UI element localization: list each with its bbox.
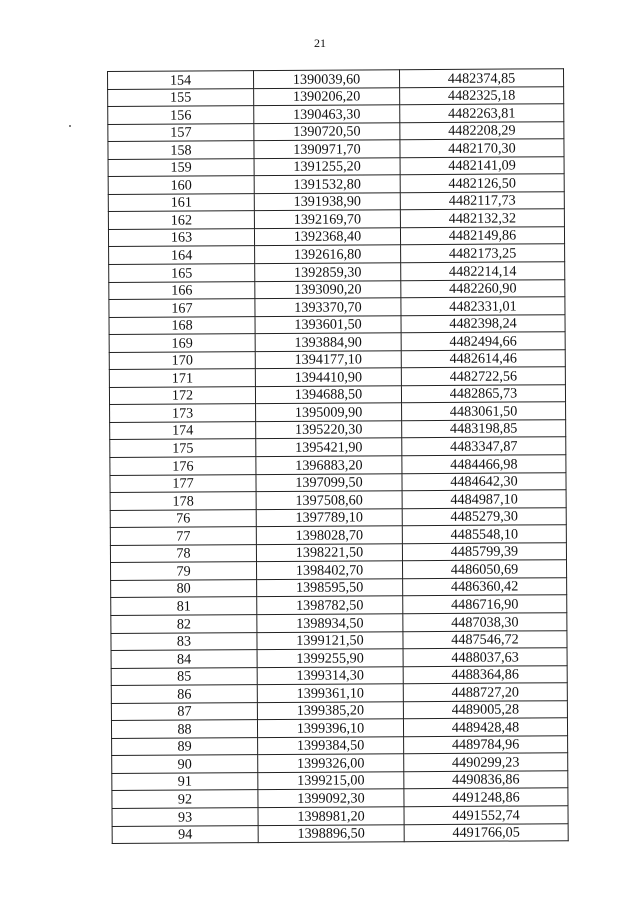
x-coordinate-cell: 1391532,80	[254, 175, 400, 193]
point-number-cell: 158	[108, 141, 254, 159]
table-row	[112, 753, 568, 773]
x-coordinate-cell: 1397099,50	[256, 473, 402, 491]
x-coordinate-cell: 1398028,70	[256, 526, 402, 544]
x-coordinate-cell: 1398896,50	[258, 824, 404, 842]
table-row	[109, 314, 565, 334]
y-coordinate-cell: 4482141,09	[400, 156, 564, 175]
x-coordinate-cell: 1393884,90	[255, 333, 401, 351]
point-number-cell: 167	[109, 299, 255, 317]
table-row	[111, 630, 567, 650]
y-coordinate-cell: 4486716,90	[403, 595, 567, 614]
y-coordinate-cell: 4489784,96	[404, 735, 568, 754]
y-coordinate-cell: 4482325,18	[400, 86, 564, 105]
coordinates-table-body	[108, 69, 569, 844]
table-row	[111, 683, 567, 703]
y-coordinate-cell: 4482865,73	[401, 385, 565, 404]
table-row	[110, 472, 566, 492]
point-number-cell: 169	[109, 334, 255, 352]
y-coordinate-cell: 4482117,73	[400, 192, 564, 211]
y-coordinate-cell: 4482170,30	[400, 139, 564, 158]
table-row	[110, 437, 566, 457]
table-row	[108, 174, 564, 194]
x-coordinate-cell: 1392169,70	[254, 210, 400, 228]
point-number-cell: 172	[109, 386, 255, 404]
table-row	[109, 349, 565, 369]
x-coordinate-cell: 1399326,00	[258, 754, 404, 772]
x-coordinate-cell: 1392616,80	[255, 245, 401, 263]
y-coordinate-cell: 4485799,39	[402, 542, 566, 561]
x-coordinate-cell: 1390206,20	[254, 87, 400, 105]
x-coordinate-cell: 1390971,70	[254, 140, 400, 158]
y-coordinate-cell: 4483198,85	[402, 420, 566, 439]
y-coordinate-cell: 4484466,98	[402, 455, 566, 474]
point-number-cell: 159	[108, 158, 254, 176]
point-number-cell: 88	[111, 720, 257, 738]
x-coordinate-cell: 1399215,00	[258, 772, 404, 790]
point-number-cell: 165	[109, 264, 255, 282]
table-row	[108, 139, 564, 159]
point-number-cell: 84	[111, 650, 257, 668]
x-coordinate-cell: 1399092,30	[258, 789, 404, 807]
y-coordinate-cell: 4484642,30	[402, 472, 566, 491]
y-coordinate-cell: 4491552,74	[404, 806, 568, 825]
point-number-cell: 166	[109, 281, 255, 299]
y-coordinate-cell: 4482149,86	[400, 227, 564, 246]
point-number-cell: 171	[109, 369, 255, 387]
y-coordinate-cell: 4489428,48	[403, 718, 567, 737]
table-row	[110, 455, 566, 475]
y-coordinate-cell: 4482722,56	[401, 367, 565, 386]
table-row	[109, 262, 565, 282]
x-coordinate-cell: 1398981,20	[258, 807, 404, 825]
y-coordinate-cell: 4486050,69	[402, 560, 566, 579]
x-coordinate-cell: 1393601,50	[255, 315, 401, 333]
x-coordinate-cell: 1394177,10	[255, 350, 401, 368]
y-coordinate-cell: 4482614,46	[401, 349, 565, 368]
y-coordinate-cell: 4486360,42	[403, 578, 567, 597]
x-coordinate-cell: 1398934,50	[257, 614, 403, 632]
y-coordinate-cell: 4482263,81	[400, 104, 564, 123]
point-number-cell: 178	[110, 492, 256, 510]
x-coordinate-cell: 1397508,60	[256, 491, 402, 509]
y-coordinate-cell: 4482494,66	[401, 332, 565, 351]
y-coordinate-cell: 4491248,86	[404, 788, 568, 807]
point-number-cell: 90	[112, 755, 258, 773]
point-number-cell: 177	[110, 474, 256, 492]
table-row	[110, 420, 566, 440]
table-row	[112, 823, 568, 843]
point-number-cell: 76	[110, 509, 256, 527]
table-row	[110, 402, 566, 422]
table-row	[109, 367, 565, 387]
point-number-cell: 82	[111, 615, 257, 633]
y-coordinate-cell: 4489005,28	[403, 700, 567, 719]
table-row	[109, 332, 565, 352]
point-number-cell: 91	[112, 772, 258, 790]
point-number-cell: 77	[110, 527, 256, 545]
y-coordinate-cell: 4485548,10	[402, 525, 566, 544]
y-coordinate-cell: 4482132,32	[400, 209, 564, 228]
coordinates-table-wrapper	[107, 68, 568, 844]
x-coordinate-cell: 1392368,40	[254, 228, 400, 246]
y-coordinate-cell: 4484987,10	[402, 490, 566, 509]
table-row	[108, 227, 564, 247]
point-number-cell: 85	[111, 667, 257, 685]
table-row	[110, 542, 566, 562]
y-coordinate-cell: 4488364,86	[403, 665, 567, 684]
table-row	[108, 121, 564, 141]
x-coordinate-cell: 1397789,10	[256, 508, 402, 526]
point-number-cell: 83	[111, 632, 257, 650]
x-coordinate-cell: 1399121,50	[257, 631, 403, 649]
scan-speck	[69, 125, 71, 127]
point-number-cell: 173	[110, 404, 256, 422]
table-row	[111, 700, 567, 720]
point-number-cell: 81	[111, 597, 257, 615]
y-coordinate-cell: 4483061,50	[402, 402, 566, 421]
x-coordinate-cell: 1392859,30	[255, 263, 401, 281]
x-coordinate-cell: 1394688,50	[255, 386, 401, 404]
x-coordinate-cell: 1398595,50	[257, 579, 403, 597]
table-row	[109, 244, 565, 264]
point-number-cell: 89	[112, 737, 258, 755]
table-row	[110, 525, 566, 545]
y-coordinate-cell: 4482126,50	[400, 174, 564, 193]
x-coordinate-cell: 1399255,90	[257, 649, 403, 667]
table-row	[109, 279, 565, 299]
table-row	[109, 385, 565, 405]
y-coordinate-cell: 4482374,85	[399, 69, 563, 88]
x-coordinate-cell: 1395009,90	[256, 403, 402, 421]
table-row	[111, 613, 567, 633]
point-number-cell: 176	[110, 457, 256, 475]
point-number-cell: 86	[111, 685, 257, 703]
table-row	[108, 86, 564, 106]
y-coordinate-cell: 4483347,87	[402, 437, 566, 456]
y-coordinate-cell: 4482208,29	[400, 121, 564, 140]
y-coordinate-cell: 4490299,23	[404, 753, 568, 772]
table-row	[111, 560, 567, 580]
table-row	[112, 735, 568, 755]
y-coordinate-cell: 4482260,90	[401, 279, 565, 298]
x-coordinate-cell: 1390720,50	[254, 122, 400, 140]
x-coordinate-cell: 1399396,10	[257, 719, 403, 737]
point-number-cell: 93	[112, 808, 258, 826]
point-number-cell: 92	[112, 790, 258, 808]
y-coordinate-cell: 4491766,05	[404, 823, 568, 842]
x-coordinate-cell: 1391938,90	[254, 193, 400, 211]
y-coordinate-cell: 4487038,30	[403, 613, 567, 632]
x-coordinate-cell: 1390463,30	[254, 105, 400, 123]
y-coordinate-cell: 4488037,63	[403, 648, 567, 667]
x-coordinate-cell: 1396883,20	[256, 456, 402, 474]
table-row	[108, 192, 564, 212]
x-coordinate-cell: 1398221,50	[256, 543, 402, 561]
table-row	[109, 297, 565, 317]
table-row	[108, 69, 564, 89]
x-coordinate-cell: 1393370,70	[255, 298, 401, 316]
table-row	[111, 595, 567, 615]
table-row	[110, 507, 566, 527]
point-number-cell: 162	[108, 211, 254, 229]
point-number-cell: 175	[110, 439, 256, 457]
y-coordinate-cell: 4487546,72	[403, 630, 567, 649]
x-coordinate-cell: 1398402,70	[257, 561, 403, 579]
x-coordinate-cell: 1399384,50	[258, 736, 404, 754]
table-row	[111, 648, 567, 668]
point-number-cell: 80	[111, 579, 257, 597]
y-coordinate-cell: 4490836,86	[404, 771, 568, 790]
point-number-cell: 174	[110, 422, 256, 440]
point-number-cell: 78	[110, 544, 256, 562]
point-number-cell: 87	[111, 702, 257, 720]
table-row	[111, 718, 567, 738]
y-coordinate-cell: 4482214,14	[401, 262, 565, 281]
table-row	[108, 209, 564, 229]
x-coordinate-cell: 1399361,10	[257, 684, 403, 702]
table-row	[108, 156, 564, 176]
y-coordinate-cell: 4482331,01	[401, 297, 565, 316]
x-coordinate-cell: 1398782,50	[257, 596, 403, 614]
table-row	[110, 490, 566, 510]
x-coordinate-cell: 1391255,20	[254, 157, 400, 175]
point-number-cell: 164	[109, 246, 255, 264]
table-row	[112, 806, 568, 826]
page-number: 21	[314, 36, 326, 50]
y-coordinate-cell: 4482398,24	[401, 314, 565, 333]
point-number-cell: 154	[108, 71, 254, 89]
x-coordinate-cell: 1390039,60	[254, 70, 400, 88]
coordinates-table	[107, 68, 569, 844]
table-row	[108, 104, 564, 124]
point-number-cell: 170	[109, 351, 255, 369]
x-coordinate-cell: 1399385,20	[257, 701, 403, 719]
point-number-cell: 94	[112, 825, 258, 843]
x-coordinate-cell: 1393090,20	[255, 280, 401, 298]
x-coordinate-cell: 1394410,90	[255, 368, 401, 386]
point-number-cell: 168	[109, 316, 255, 334]
point-number-cell: 155	[108, 88, 254, 106]
point-number-cell: 161	[108, 193, 254, 211]
table-row	[112, 771, 568, 791]
table-row	[111, 578, 567, 598]
y-coordinate-cell: 4482173,25	[401, 244, 565, 263]
x-coordinate-cell: 1395220,30	[256, 421, 402, 439]
point-number-cell: 163	[108, 229, 254, 247]
point-number-cell: 156	[108, 106, 254, 124]
y-coordinate-cell: 4485279,30	[402, 507, 566, 526]
table-row	[112, 788, 568, 808]
x-coordinate-cell: 1399314,30	[257, 666, 403, 684]
point-number-cell: 160	[108, 176, 254, 194]
x-coordinate-cell: 1395421,90	[256, 438, 402, 456]
y-coordinate-cell: 4488727,20	[403, 683, 567, 702]
point-number-cell: 79	[111, 562, 257, 580]
table-row	[111, 665, 567, 685]
point-number-cell: 157	[108, 123, 254, 141]
